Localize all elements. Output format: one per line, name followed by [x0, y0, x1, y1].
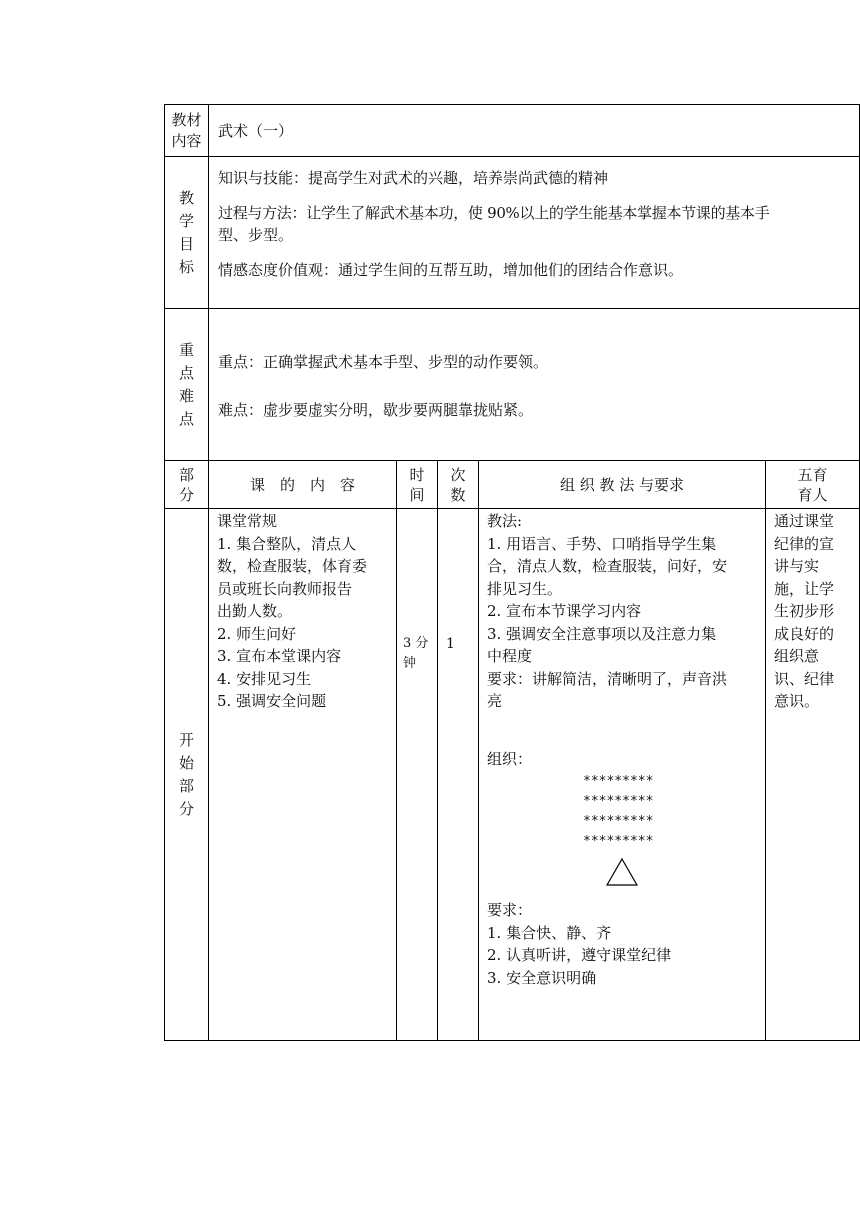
five-education-line: 生初步形 — [774, 602, 835, 620]
header-count-line: 次 — [450, 465, 466, 484]
method-line: 1. 用语言、手势、口哨指导学生集 — [487, 534, 717, 553]
start-content-line: 1. 集合整队，清点人 — [217, 534, 357, 553]
key-label-cell — [165, 309, 209, 461]
method-line: 合，清点人数，检查服装，问好，安 — [487, 557, 728, 575]
teacher-triangle-icon — [605, 857, 639, 887]
goal-process-line: 型、步型。 — [218, 226, 294, 244]
five-education-line: 纪律的宣 — [774, 534, 835, 553]
header-content: 课 的 内 容 — [249, 475, 355, 494]
material-content: 武术（一） — [218, 122, 294, 140]
key-label-char: 难 — [178, 386, 194, 405]
start-content-line: 员或班长向教师报告 — [217, 579, 353, 598]
start-time-line: 钟 — [403, 656, 417, 671]
method-line: 要求：讲解简洁，清晰明了，声音洪 — [487, 669, 728, 688]
five-education-line: 成良好的 — [774, 624, 835, 643]
start-five-cell — [766, 509, 860, 1041]
requirement-line: 2. 认真听讲，遵守课堂纪律 — [487, 946, 672, 964]
lesson-plan-table — [164, 104, 860, 1041]
header-part-line: 部 — [178, 465, 194, 484]
student-row: ********* — [583, 774, 654, 789]
key-label-char: 重 — [178, 340, 194, 359]
goals-label-char: 教 — [178, 188, 194, 207]
goal-emotion: 情感态度价值观：通过学生间的互帮互助，增加他们的团结合作意识。 — [218, 260, 684, 279]
five-education-line: 意识。 — [774, 692, 820, 710]
start-count-cell — [438, 509, 479, 1041]
header-count-cell — [438, 461, 479, 509]
header-five-cell — [766, 461, 860, 509]
key-label-char: 点 — [178, 409, 194, 428]
key-point: 重点：正确掌握武术基本手型、步型的动作要领。 — [218, 353, 549, 371]
goals-label-char: 目 — [178, 234, 194, 253]
header-method-cell — [479, 461, 766, 509]
goal-process-line: 过程与方法：让学生了解武术基本功，使 90%以上的学生能基本掌握本节课的基本手 — [218, 203, 770, 222]
five-education-line: 识、纪律 — [774, 669, 835, 688]
start-content-line: 数，检查服装，体育委 — [217, 557, 368, 575]
start-part-char: 部 — [178, 776, 194, 795]
start-content-line: 3. 宣布本堂课内容 — [217, 647, 342, 665]
method-line: 中程度 — [487, 647, 533, 665]
goal-knowledge: 知识与技能：提高学生对武术的兴趣，培养崇尚武德的精神 — [218, 169, 609, 187]
formation-diagram — [583, 772, 765, 852]
method-line: 2. 宣布本节课学习内容 — [487, 602, 642, 620]
start-content-line: 2. 师生问好 — [217, 624, 297, 643]
organization-label: 组织： — [487, 749, 533, 768]
start-time-line: 3 分 — [403, 636, 429, 651]
start-part-cell — [165, 509, 209, 1041]
header-five-line: 育人 — [797, 485, 828, 504]
start-content-line: 5. 强调安全问题 — [217, 692, 327, 710]
requirement-label: 要求： — [487, 901, 533, 919]
method-line: 3. 强调安全注意事项以及注意力集 — [487, 624, 717, 643]
start-time-cell — [397, 509, 438, 1041]
header-five-line: 五育 — [797, 465, 828, 484]
student-row: ********* — [583, 834, 654, 849]
method-line: 亮 — [487, 692, 503, 710]
start-part-char: 始 — [178, 753, 194, 772]
student-row: ********* — [583, 794, 654, 809]
student-row: ********* — [583, 814, 654, 829]
header-time-line: 间 — [409, 485, 425, 504]
requirement-line: 1. 集合快、静、齐 — [487, 923, 612, 942]
header-content-cell — [209, 461, 397, 509]
difficulty-point: 难点：虚步要虚实分明，歇步要两腿靠拢贴紧。 — [218, 400, 534, 419]
header-part-cell — [165, 461, 209, 509]
material-content-cell — [209, 105, 860, 157]
five-education-line: 组织意 — [774, 647, 820, 665]
start-content-cell — [209, 509, 397, 1041]
start-content-line: 4. 安排见习生 — [217, 669, 312, 688]
header-time-cell — [397, 461, 438, 509]
five-education-line: 施，让学 — [774, 579, 835, 598]
start-method-cell — [479, 509, 766, 1041]
material-label-line: 内容 — [171, 131, 202, 150]
header-method: 组 织 教 法 与要求 — [559, 475, 685, 494]
goals-content-cell — [209, 157, 860, 309]
header-part-line: 分 — [178, 485, 194, 504]
start-content-line: 出勤人数。 — [217, 602, 293, 620]
key-content-cell — [209, 309, 860, 461]
goals-label-char: 学 — [178, 211, 194, 230]
start-part-char: 开 — [178, 730, 194, 749]
header-time-line: 时 — [409, 465, 425, 484]
start-count: 1 — [446, 636, 455, 652]
material-label-cell — [165, 105, 209, 157]
header-count-line: 数 — [450, 485, 466, 504]
method-line: 排见习生。 — [487, 579, 563, 598]
goals-label-cell — [165, 157, 209, 309]
key-label-char: 点 — [178, 363, 194, 382]
goals-label-char: 标 — [178, 257, 194, 276]
requirement-line: 3. 安全意识明确 — [487, 968, 597, 987]
method-line: 教法: — [487, 512, 523, 530]
five-education-line: 通过课堂 — [774, 512, 835, 530]
five-education-line: 讲与实 — [774, 557, 820, 575]
start-content-line: 课堂常规 — [217, 512, 278, 530]
material-label-line: 教材 — [171, 110, 202, 129]
start-part-char: 分 — [178, 799, 194, 818]
